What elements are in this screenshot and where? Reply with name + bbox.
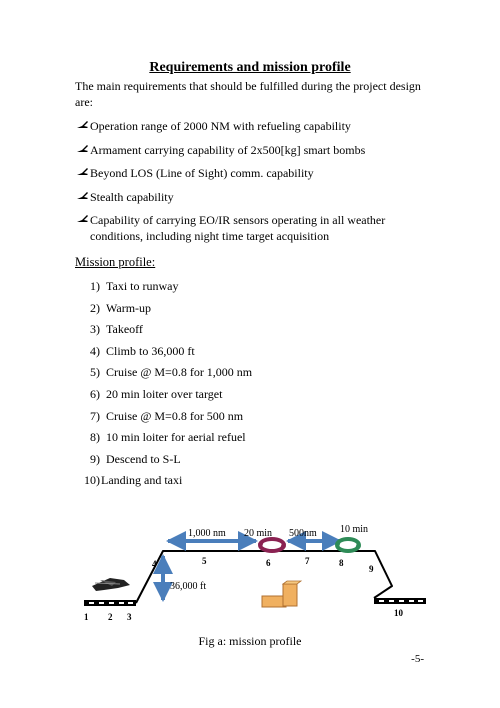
- runway-right-icon: [374, 598, 426, 604]
- requirement-item: Stealth capability: [76, 189, 436, 205]
- target-icon: [262, 581, 301, 607]
- requirements-list: [76, 118, 436, 252]
- intro-paragraph: The main requirements that should be fulfilled during the project design are:: [75, 79, 421, 109]
- label-10min: 10 min: [340, 524, 369, 535]
- loiter-20min-icon: [258, 539, 286, 551]
- label-altitude: 36,000 ft: [170, 581, 207, 592]
- runway-left-icon: [84, 600, 136, 606]
- point-label-5: 5: [202, 556, 207, 566]
- label-1000nm: 1,000 nm: [188, 528, 226, 539]
- label-20min: 20 min: [244, 528, 273, 539]
- requirement-item: Capability of carrying EO/IR sensors operating in all weather conditions, including night time target acquisition: [76, 212, 436, 244]
- aircraft-icon: [92, 578, 130, 591]
- plane-bullet-icon: [76, 190, 90, 202]
- plane-bullet-icon: [76, 143, 90, 155]
- plane-bullet-icon: [76, 166, 90, 178]
- page-number: -5-: [411, 653, 424, 665]
- point-label-9: 9: [369, 564, 374, 574]
- label-500nm: 500nm: [289, 528, 317, 539]
- point-label-10: 10: [394, 608, 403, 618]
- point-label-6: 6: [266, 558, 271, 568]
- point-label-8: 8: [339, 558, 344, 568]
- point-label-3: 3: [127, 612, 132, 622]
- requirement-item: Beyond LOS (Line of Sight) comm. capability: [76, 165, 436, 181]
- mission-profile-heading: Mission profile:: [75, 255, 156, 269]
- plane-bullet-icon: [76, 213, 90, 225]
- point-label-2: 2: [108, 612, 113, 622]
- figure-caption: Fig a: mission profile: [198, 634, 302, 648]
- plane-bullet-icon: [76, 119, 90, 131]
- requirement-item: Operation range of 2000 NM with refueling capability: [76, 118, 436, 134]
- mission-profile-diagram: [0, 520, 500, 630]
- page-title: Requirements and mission profile: [149, 60, 351, 75]
- point-label-1: 1: [84, 612, 89, 622]
- requirement-item: Armament carrying capability of 2x500[kg] smart bombs: [76, 142, 436, 158]
- flight-path-line: [136, 551, 392, 603]
- point-label-4: 4: [152, 559, 157, 569]
- loiter-10min-icon: [335, 539, 361, 551]
- point-label-7: 7: [305, 556, 310, 566]
